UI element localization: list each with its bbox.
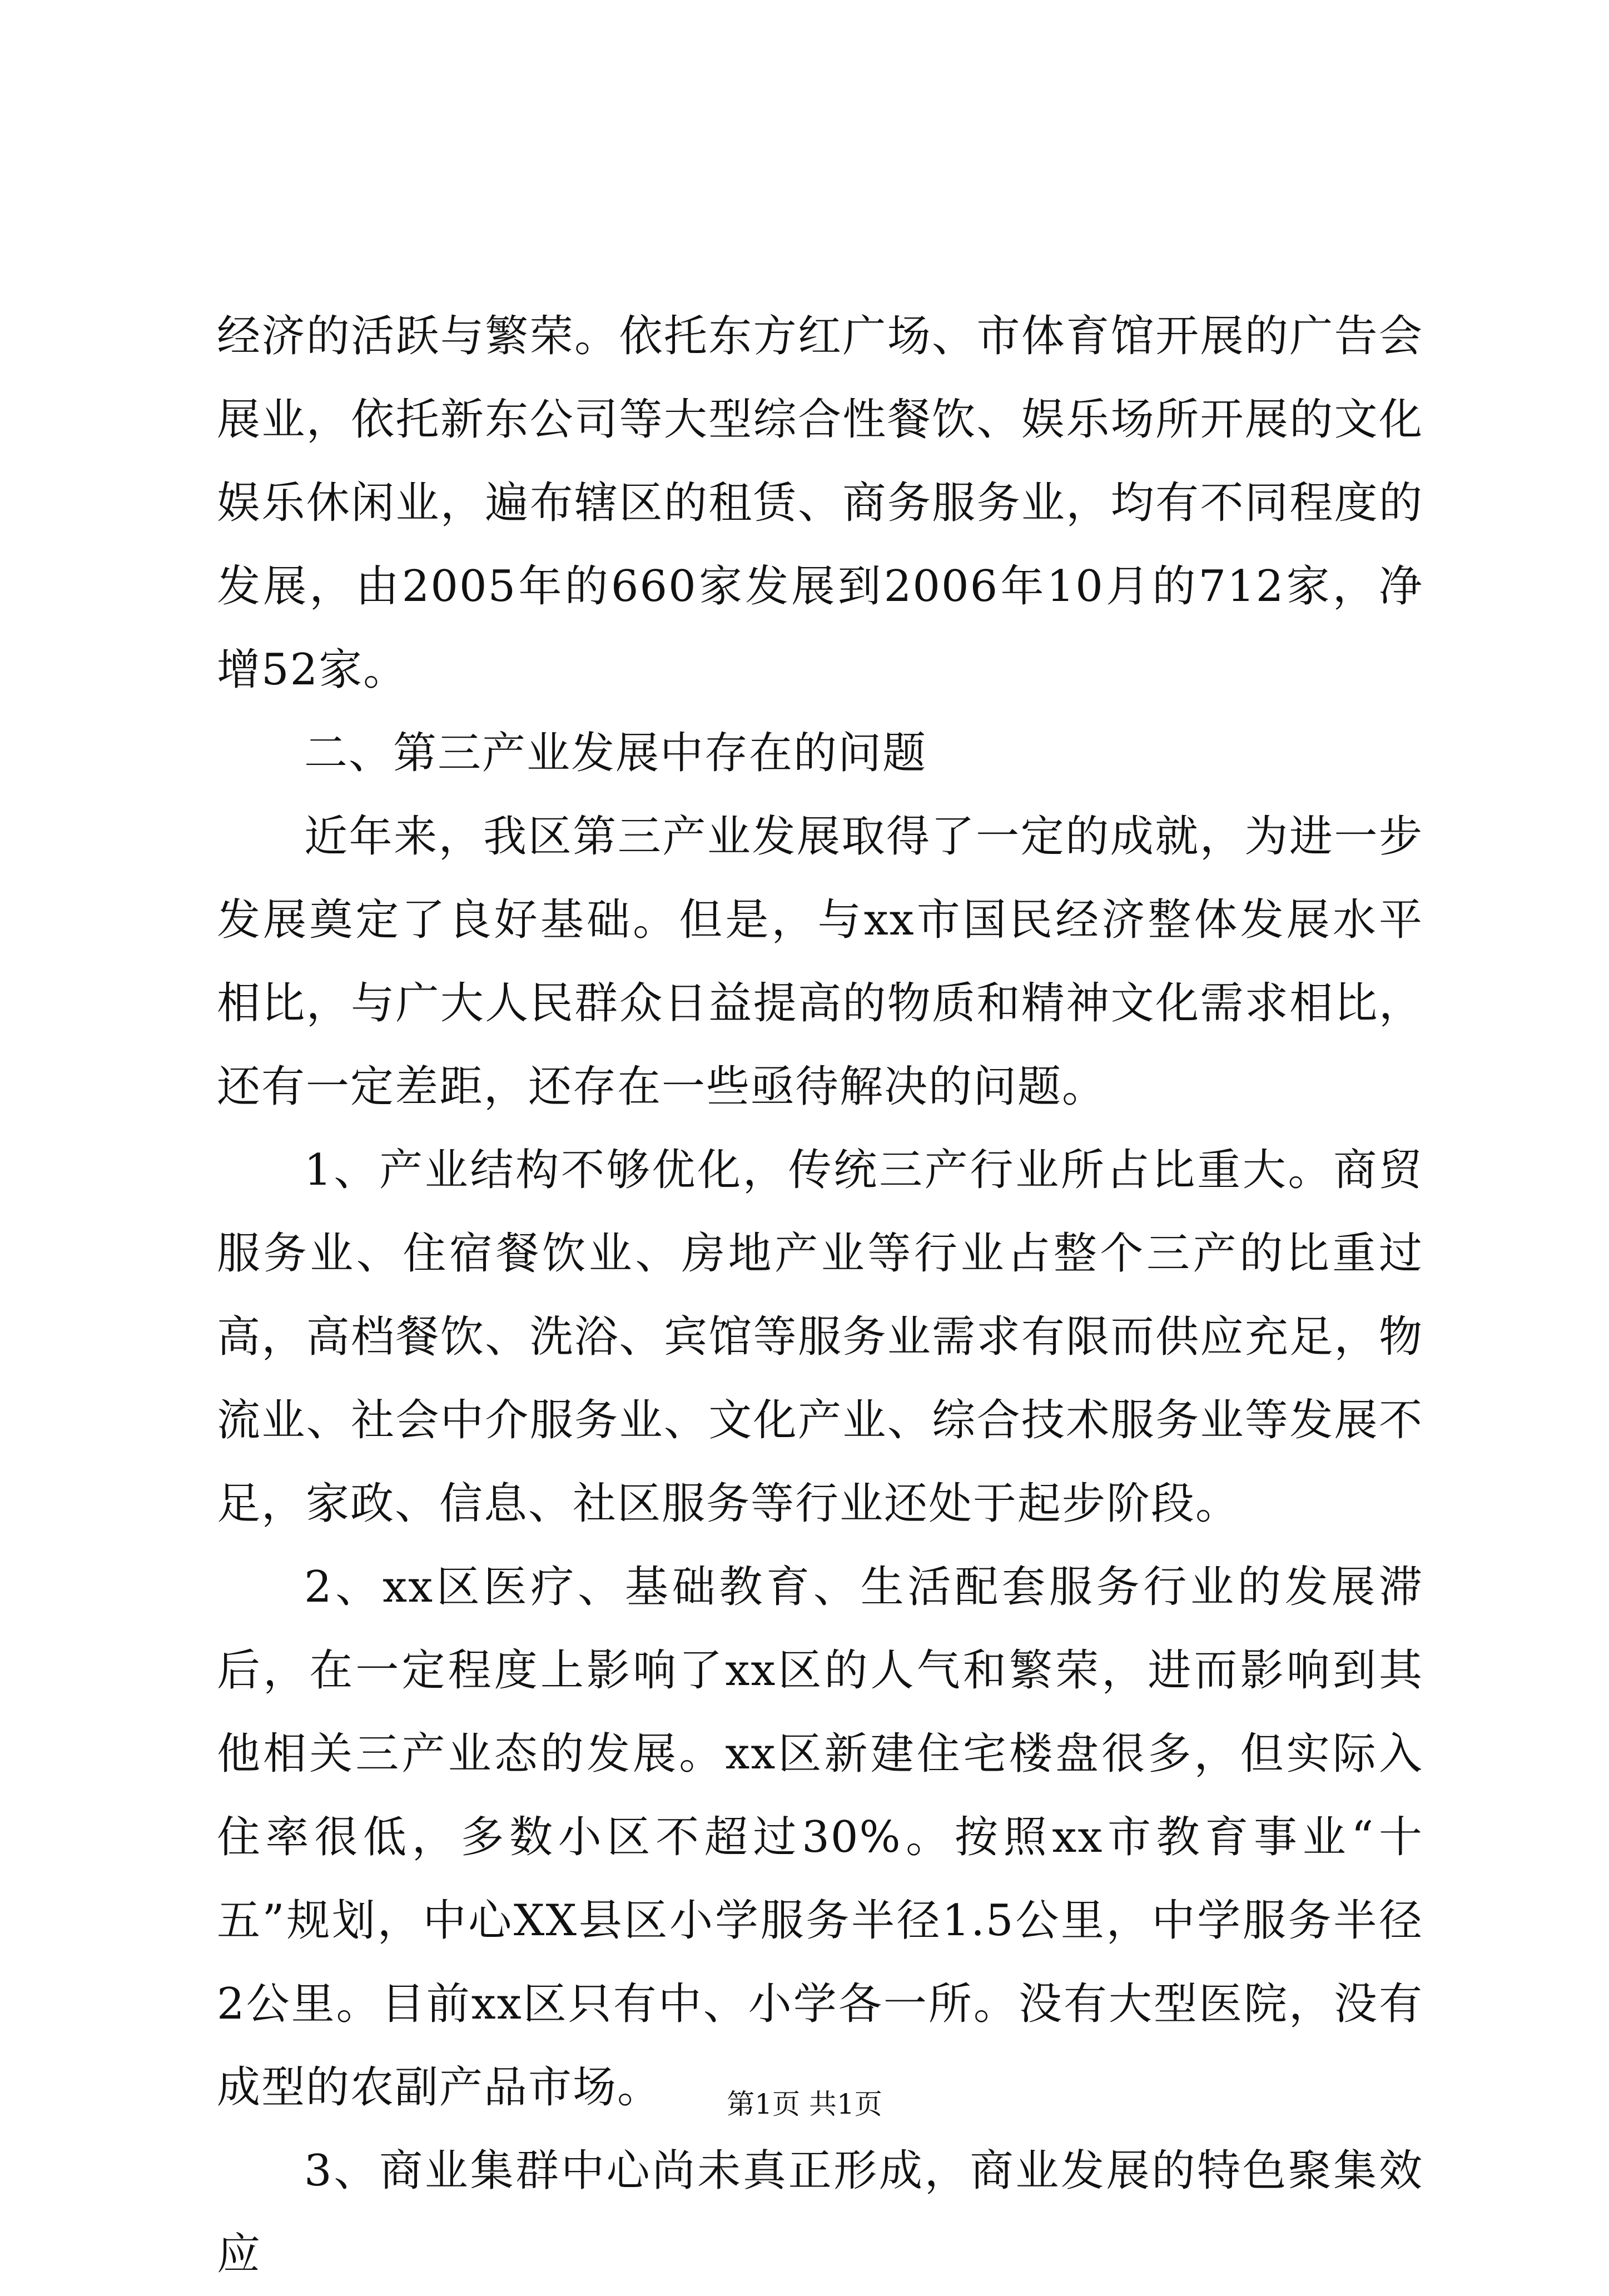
paragraph-item-2: 2、xx区医疗、基础教育、生活配套服务行业的发展滞后，在一定程度上影响了xx区的人气和繁荣，进而影响到其他相关三产业态的发展。xx区新建住宅楼盘很多，但实际入住率很低，多数小区不超过30%。按照xx市教育事业“十五”规划，中心XX县区小学服务半径1.5公里，中学服务半径2公里。目前xx区只有中、小学各一所。没有大型医院，没有成型的农副产品市场。 bbox=[217, 1562, 1423, 2113]
paragraph-continuation: 经济的活跃与繁荣。依托东方红广场、市体育馆开展的广告会展业，依托新东公司等大型综合性餐饮、娱乐场所开展的文化娱乐休闲业，遍布辖区的租赁、商务服务业，均有不同程度的发展，由2005年的660家发展到2006年10月的712家，净增52家。 bbox=[217, 311, 1423, 695]
page-footer: 第1页 共1页 bbox=[727, 2088, 882, 2120]
paragraph-item-3: 3、商业集群中心尚未真正形成，商业发展的特色聚集效应 bbox=[217, 2146, 1423, 2279]
section-heading: 二、第三产业发展中存在的问题 bbox=[304, 728, 927, 778]
paragraph-item-1: 1、产业结构不够优化，传统三产行业所占比重大。商贸服务业、住宿餐饮业、房地产业等行业占整个三产的比重过高，高档餐饮、洗浴、宾馆等服务业需求有限而供应充足，物流业、社会中介服务业、文化产业、综合技术服务业等发展不足，家政、信息、社区服务等行业还处于起步阶段。 bbox=[217, 1145, 1423, 1529]
document-body bbox=[217, 295, 1423, 2296]
paragraph-intro: 近年来，我区第三产业发展取得了一定的成就，为进一步发展奠定了良好基础。但是，与xx市国民经济整体发展水平相比，与广大人民群众日益提高的物质和精神文化需求相比，还有一定差距，还存在一些亟待解决的问题。 bbox=[217, 812, 1423, 1112]
